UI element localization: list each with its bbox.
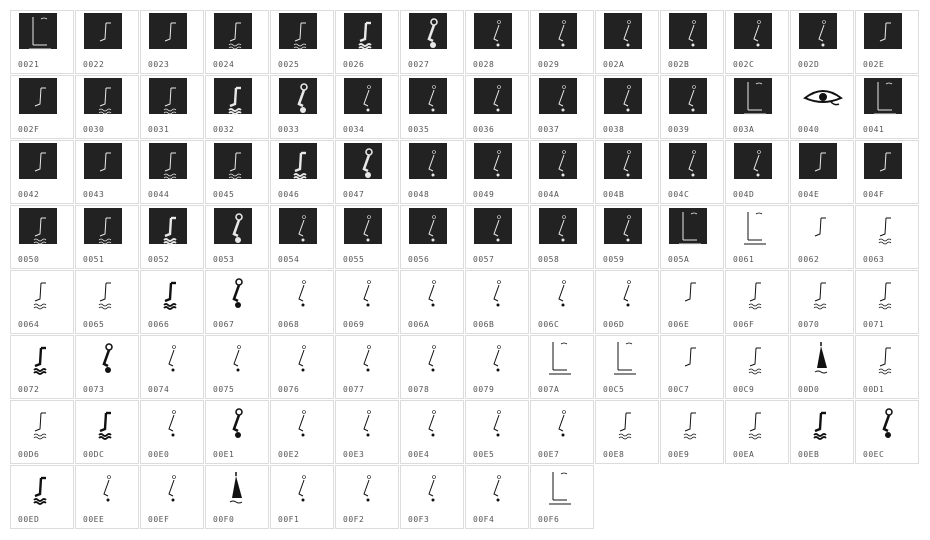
- glyph-code-label: 00EB: [798, 450, 820, 459]
- glyph-cell-00C9[interactable]: [725, 335, 789, 399]
- glyph-cell-00F3[interactable]: [400, 465, 464, 529]
- glyph-cell-0024[interactable]: [205, 10, 269, 74]
- glyph-code-label: 00F2: [343, 515, 365, 524]
- glyph-code-label: 00C9: [733, 385, 755, 394]
- glyph-cell-0068[interactable]: [270, 270, 334, 334]
- glyph-code-label: 00F1: [278, 515, 300, 524]
- glyph-code-label: 00E1: [213, 450, 235, 459]
- glyph-cell-00E7[interactable]: [530, 400, 594, 464]
- glyph-code-label: 002B: [668, 60, 690, 69]
- glyph-code-label: 0040: [798, 125, 820, 134]
- glyph-cell-00E1[interactable]: [205, 400, 269, 464]
- glyph-cell-005A[interactable]: [660, 205, 724, 269]
- glyph-cell-00C7[interactable]: [660, 335, 724, 399]
- glyph-code-label: 00E8: [603, 450, 625, 459]
- glyph-cell-0047[interactable]: [335, 140, 399, 204]
- glyph-code-label: 0042: [18, 190, 40, 199]
- glyph-cell-0073[interactable]: [75, 335, 139, 399]
- glyph-cell-0053[interactable]: [205, 205, 269, 269]
- glyph-code-label: 0039: [668, 125, 690, 134]
- glyph-cell-003A[interactable]: [725, 75, 789, 139]
- glyph-cell-00DC[interactable]: [75, 400, 139, 464]
- glyph-code-label: 0035: [408, 125, 430, 134]
- glyph-code-label: 004D: [733, 190, 755, 199]
- glyph-cell-0049[interactable]: [465, 140, 529, 204]
- glyph-code-label: 00EA: [733, 450, 755, 459]
- glyph-cell-0032[interactable]: [205, 75, 269, 139]
- glyph-cell-0077[interactable]: [335, 335, 399, 399]
- glyph-cell-00E2[interactable]: [270, 400, 334, 464]
- glyph-cell-0066[interactable]: [140, 270, 204, 334]
- glyph-code-label: 0038: [603, 125, 625, 134]
- glyph-code-label: 0055: [343, 255, 365, 264]
- glyph-code-label: 00E3: [343, 450, 365, 459]
- glyph-cell-0036[interactable]: [465, 75, 529, 139]
- glyph-cell-004C[interactable]: [660, 140, 724, 204]
- glyph-code-label: 0026: [343, 60, 365, 69]
- glyph-cell-0026[interactable]: [335, 10, 399, 74]
- glyph-cell-0074[interactable]: [140, 335, 204, 399]
- glyph-cell-0030[interactable]: [75, 75, 139, 139]
- glyph-code-label: 0024: [213, 60, 235, 69]
- glyph-code-label: 0053: [213, 255, 235, 264]
- glyph-cell-0071[interactable]: [855, 270, 919, 334]
- glyph-code-label: 0065: [83, 320, 105, 329]
- glyph-cell-002B[interactable]: [660, 10, 724, 74]
- glyph-code-label: 00F6: [538, 515, 560, 524]
- glyph-cell-0023[interactable]: [140, 10, 204, 74]
- glyph-code-label: 0044: [148, 190, 170, 199]
- glyph-cell-004E[interactable]: [790, 140, 854, 204]
- glyph-cell-00ED[interactable]: [10, 465, 74, 529]
- glyph-code-label: 0079: [473, 385, 495, 394]
- glyph-code-label: 00D0: [798, 385, 820, 394]
- glyph-cell-0054[interactable]: [270, 205, 334, 269]
- glyph-code-label: 002D: [798, 60, 820, 69]
- glyph-code-label: 004A: [538, 190, 560, 199]
- glyph-code-label: 00E0: [148, 450, 170, 459]
- glyph-code-label: 0046: [278, 190, 300, 199]
- glyph-code-label: 0068: [278, 320, 300, 329]
- glyph-code-label: 007A: [538, 385, 560, 394]
- glyph-cell-004D[interactable]: [725, 140, 789, 204]
- glyph-code-label: 00D6: [18, 450, 40, 459]
- glyph-code-label: 004B: [603, 190, 625, 199]
- glyph-cell-0033[interactable]: [270, 75, 334, 139]
- glyph-code-label: 00D1: [863, 385, 885, 394]
- glyph-cell-0061[interactable]: [725, 205, 789, 269]
- glyph-code-label: 0054: [278, 255, 300, 264]
- glyph-code-label: 006E: [668, 320, 690, 329]
- glyph-cell-0072[interactable]: [10, 335, 74, 399]
- glyph-code-label: 0072: [18, 385, 40, 394]
- glyph-cell-00E5[interactable]: [465, 400, 529, 464]
- glyph-code-label: 0032: [213, 125, 235, 134]
- glyph-code-label: 0028: [473, 60, 495, 69]
- glyph-code-label: 00F3: [408, 515, 430, 524]
- glyph-code-label: 0062: [798, 255, 820, 264]
- glyph-code-label: 0052: [148, 255, 170, 264]
- glyph-code-label: 0075: [213, 385, 235, 394]
- glyph-cell-004B[interactable]: [595, 140, 659, 204]
- glyph-cell-0067[interactable]: [205, 270, 269, 334]
- glyph-code-label: 0027: [408, 60, 430, 69]
- glyph-cell-00C5[interactable]: [595, 335, 659, 399]
- glyph-code-label: 0030: [83, 125, 105, 134]
- glyph-code-label: 004F: [863, 190, 885, 199]
- glyph-cell-00E8[interactable]: [595, 400, 659, 464]
- glyph-cell-00E4[interactable]: [400, 400, 464, 464]
- glyph-cell-00F0[interactable]: [205, 465, 269, 529]
- glyph-cell-004F[interactable]: [855, 140, 919, 204]
- glyph-code-label: 006B: [473, 320, 495, 329]
- glyph-cell-0044[interactable]: [140, 140, 204, 204]
- glyph-cell-006A[interactable]: [400, 270, 464, 334]
- glyph-cell-0057[interactable]: [465, 205, 529, 269]
- glyph-code-label: 0076: [278, 385, 300, 394]
- glyph-code-label: 00EC: [863, 450, 885, 459]
- glyph-code-label: 00E2: [278, 450, 300, 459]
- glyph-cell-00E9[interactable]: [660, 400, 724, 464]
- glyph-code-label: 0050: [18, 255, 40, 264]
- glyph-code-label: 0021: [18, 60, 40, 69]
- glyph-cell-006D[interactable]: [595, 270, 659, 334]
- glyph-cell-007A[interactable]: [530, 335, 594, 399]
- glyph-cell-0022[interactable]: [75, 10, 139, 74]
- glyph-cell-00EA[interactable]: [725, 400, 789, 464]
- glyph-cell-0050[interactable]: [10, 205, 74, 269]
- glyph-code-label: 0049: [473, 190, 495, 199]
- glyph-code-label: 0029: [538, 60, 560, 69]
- glyph-cell-0046[interactable]: [270, 140, 334, 204]
- glyph-cell-00E3[interactable]: [335, 400, 399, 464]
- glyph-code-label: 00F0: [213, 515, 235, 524]
- glyph-cell-006C[interactable]: [530, 270, 594, 334]
- glyph-code-label: 0077: [343, 385, 365, 394]
- glyph-cell-0058[interactable]: [530, 205, 594, 269]
- glyph-code-label: 00E7: [538, 450, 560, 459]
- glyph-code-label: 00C7: [668, 385, 690, 394]
- glyph-code-label: 002C: [733, 60, 755, 69]
- glyph-cell-00F4[interactable]: [465, 465, 529, 529]
- glyph-cell-002F[interactable]: [10, 75, 74, 139]
- glyph-code-label: 004E: [798, 190, 820, 199]
- glyph-cell-0076[interactable]: [270, 335, 334, 399]
- glyph-code-label: 002A: [603, 60, 625, 69]
- glyph-code-label: 00E5: [473, 450, 495, 459]
- glyph-code-label: 002F: [18, 125, 40, 134]
- glyph-cell-00F6[interactable]: [530, 465, 594, 529]
- glyph-cell-0027[interactable]: [400, 10, 464, 74]
- glyph-code-label: 0066: [148, 320, 170, 329]
- glyph-cell-0031[interactable]: [140, 75, 204, 139]
- glyph-cell-0075[interactable]: [205, 335, 269, 399]
- glyph-code-label: 0071: [863, 320, 885, 329]
- glyph-cell-0029[interactable]: [530, 10, 594, 74]
- glyph-cell-0063[interactable]: [855, 205, 919, 269]
- glyph-cell-0028[interactable]: [465, 10, 529, 74]
- glyph-cell-006E[interactable]: [660, 270, 724, 334]
- glyph-cell-002A[interactable]: [595, 10, 659, 74]
- glyph-code-label: 00ED: [18, 515, 40, 524]
- glyph-code-label: 00E4: [408, 450, 430, 459]
- glyph-cell-00E0[interactable]: [140, 400, 204, 464]
- glyph-cell-0041[interactable]: [855, 75, 919, 139]
- glyph-cell-0043[interactable]: [75, 140, 139, 204]
- glyph-code-label: 004C: [668, 190, 690, 199]
- glyph-cell-0078[interactable]: [400, 335, 464, 399]
- glyph-code-label: 0047: [343, 190, 365, 199]
- glyph-cell-00D0[interactable]: [790, 335, 854, 399]
- glyph-cell-00F2[interactable]: [335, 465, 399, 529]
- glyph-cell-0040[interactable]: [790, 75, 854, 139]
- glyph-code-label: 00C5: [603, 385, 625, 394]
- glyph-code-label: 00DC: [83, 450, 105, 459]
- glyph-code-label: 00F4: [473, 515, 495, 524]
- glyph-cell-0038[interactable]: [595, 75, 659, 139]
- glyph-code-label: 0061: [733, 255, 755, 264]
- glyph-cell-0059[interactable]: [595, 205, 659, 269]
- glyph-code-label: 0070: [798, 320, 820, 329]
- glyph-code-label: 00EE: [83, 515, 105, 524]
- glyph-cell-0051[interactable]: [75, 205, 139, 269]
- glyph-cell-0055[interactable]: [335, 205, 399, 269]
- glyph-cell-00D6[interactable]: [10, 400, 74, 464]
- glyph-cell-0045[interactable]: [205, 140, 269, 204]
- glyph-cell-0037[interactable]: [530, 75, 594, 139]
- glyph-code-label: 0041: [863, 125, 885, 134]
- glyph-code-label: 0033: [278, 125, 300, 134]
- glyph-cell-0048[interactable]: [400, 140, 464, 204]
- glyph-cell-00EF[interactable]: [140, 465, 204, 529]
- glyph-code-label: 006C: [538, 320, 560, 329]
- glyph-cell-0069[interactable]: [335, 270, 399, 334]
- glyph-code-label: 002E: [863, 60, 885, 69]
- glyph-cell-0025[interactable]: [270, 10, 334, 74]
- glyph-code-label: 00E9: [668, 450, 690, 459]
- glyph-code-label: 006D: [603, 320, 625, 329]
- glyph-cell-00F1[interactable]: [270, 465, 334, 529]
- glyph-code-label: 0022: [83, 60, 105, 69]
- glyph-code-label: 0034: [343, 125, 365, 134]
- glyph-code-label: 005A: [668, 255, 690, 264]
- glyph-code-label: 0045: [213, 190, 235, 199]
- glyph-cell-00D1[interactable]: [855, 335, 919, 399]
- glyph-cell-0034[interactable]: [335, 75, 399, 139]
- glyph-cell-0042[interactable]: [10, 140, 74, 204]
- glyph-cell-0070[interactable]: [790, 270, 854, 334]
- glyph-code-label: 0023: [148, 60, 170, 69]
- glyph-cell-004A[interactable]: [530, 140, 594, 204]
- glyph-code-label: 0073: [83, 385, 105, 394]
- glyph-cell-006F[interactable]: [725, 270, 789, 334]
- glyph-cell-002D[interactable]: [790, 10, 854, 74]
- glyph-cell-0052[interactable]: [140, 205, 204, 269]
- glyph-code-label: 0037: [538, 125, 560, 134]
- glyph-cell-0064[interactable]: [10, 270, 74, 334]
- glyph-cell-0065[interactable]: [75, 270, 139, 334]
- glyph-code-label: 0051: [83, 255, 105, 264]
- glyph-code-label: 0025: [278, 60, 300, 69]
- glyph-cell-0062[interactable]: [790, 205, 854, 269]
- glyph-cell-002E[interactable]: [855, 10, 919, 74]
- glyph-cell-0039[interactable]: [660, 75, 724, 139]
- glyph-code-label: 0043: [83, 190, 105, 199]
- glyph-code-label: 0078: [408, 385, 430, 394]
- glyph-cell-00EB[interactable]: [790, 400, 854, 464]
- glyph-code-label: 0067: [213, 320, 235, 329]
- glyph-code-label: 0036: [473, 125, 495, 134]
- glyph-code-label: 0063: [863, 255, 885, 264]
- glyph-cell-002C[interactable]: [725, 10, 789, 74]
- glyph-cell-00EC[interactable]: [855, 400, 919, 464]
- glyph-code-label: 0059: [603, 255, 625, 264]
- glyph-code-label: 003A: [733, 125, 755, 134]
- glyph-code-label: 0064: [18, 320, 40, 329]
- glyph-code-label: 006F: [733, 320, 755, 329]
- glyph-cell-00EE[interactable]: [75, 465, 139, 529]
- glyph-code-label: 0058: [538, 255, 560, 264]
- glyph-code-label: 0057: [473, 255, 495, 264]
- glyph-code-label: 0048: [408, 190, 430, 199]
- glyph-cell-0035[interactable]: [400, 75, 464, 139]
- glyph-cell-0079[interactable]: [465, 335, 529, 399]
- glyph-code-label: 0069: [343, 320, 365, 329]
- glyph-code-label: 0056: [408, 255, 430, 264]
- glyph-cell-0056[interactable]: [400, 205, 464, 269]
- glyph-cell-006B[interactable]: [465, 270, 529, 334]
- glyph-code-label: 00EF: [148, 515, 170, 524]
- glyph-code-label: 006A: [408, 320, 430, 329]
- glyph-code-label: 0074: [148, 385, 170, 394]
- glyph-code-label: 0031: [148, 125, 170, 134]
- glyph-cell-0021[interactable]: [10, 10, 74, 74]
